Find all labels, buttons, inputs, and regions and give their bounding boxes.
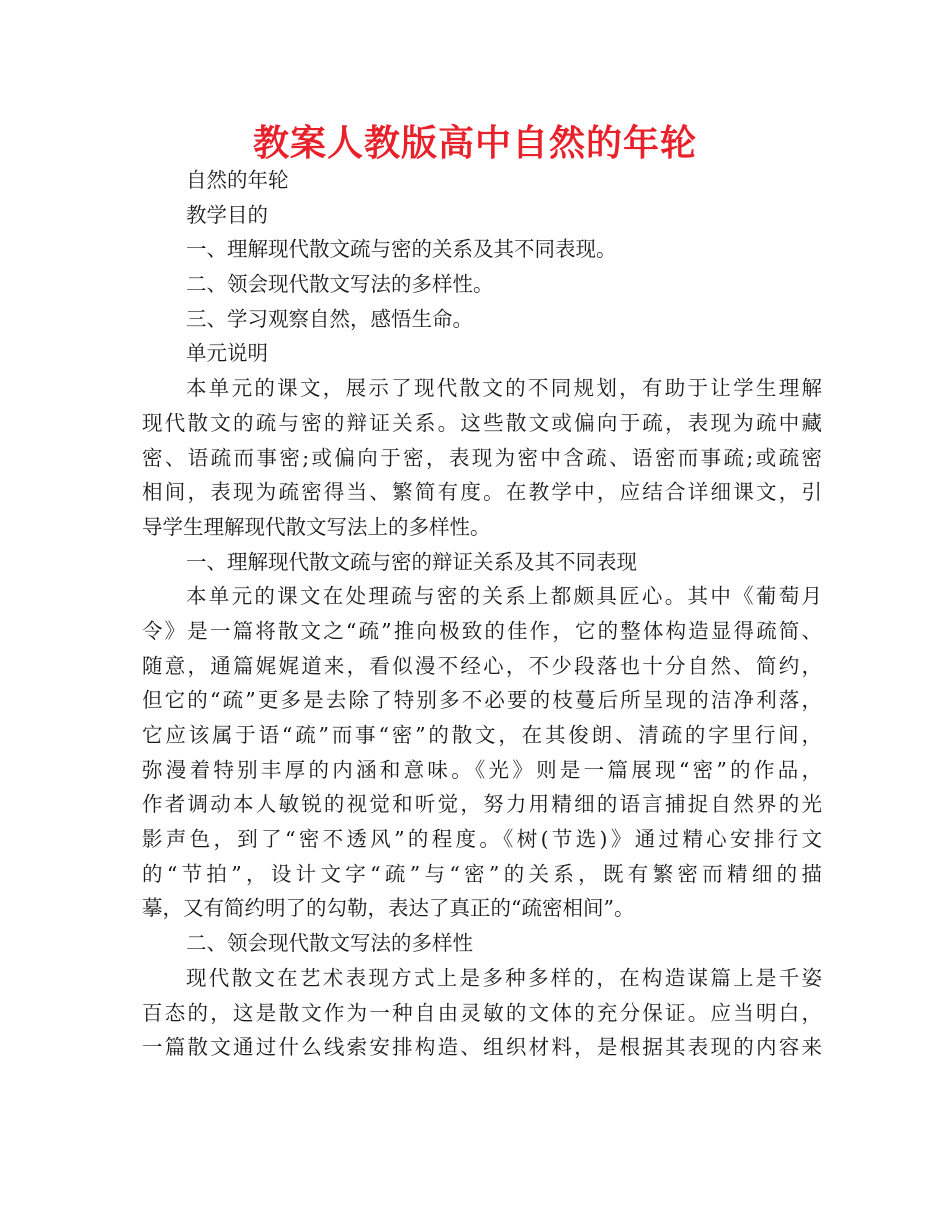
text-line: 本单元的课文，展示了现代散文的不同规划，有助于让学生理解 [186, 376, 822, 401]
text-line: 一、理解现代散文疏与密的关系及其不同表现。 [186, 237, 617, 262]
text-line: 密、语疏而事密;或偏向于密，表现为密中含疏、语密而事疏;或疏密 [142, 445, 822, 470]
text-line: 但它的“疏”更多是去除了特别多不必要的枝蔓后所呈现的洁净利落， [142, 688, 822, 713]
text-line: 三、学习观察自然，感悟生命。 [186, 306, 473, 331]
text-line: 一、理解现代散文疏与密的辩证关系及其不同表现 [186, 549, 637, 574]
document-body [142, 163, 822, 1065]
text-line: 弥漫着特别丰厚的内涵和意味。《光》则是一篇展现“密”的作品， [142, 757, 822, 782]
text-line: 的“节拍”，设计文字“疏”与“密”的关系，既有繁密而精细的描 [142, 861, 822, 886]
text-line: 导学生理解现代散文写法上的多样性。 [142, 514, 491, 539]
text-line: 随意，通篇娓娓道来，看似漫不经心，不少段落也十分自然、简约， [142, 653, 822, 678]
text-line: 现代散文的疏与密的辩证关系。这些散文或偏向于疏，表现为疏中藏 [142, 410, 822, 435]
text-line: 一篇散文通过什么线索安排构造、组织材料，是根据其表现的内容来 [142, 1035, 822, 1060]
text-line: 相间，表现为疏密得当、繁简有度。在教学中，应结合详细课文，引 [142, 480, 822, 505]
text-line: 百态的，这是散文作为一种自由灵敏的文体的充分保证。应当明白， [142, 1000, 822, 1025]
text-line: 作者调动本人敏锐的视觉和听觉，努力用精细的语言捕捉自然界的光 [142, 792, 822, 817]
text-line: 摹，又有简约明了的勾勒，表达了真正的“疏密相间”。 [142, 896, 635, 921]
text-line: 本单元的课文在处理疏与密的关系上都颇具匠心。其中《葡萄月 [186, 584, 822, 609]
text-line: 教学目的 [186, 202, 268, 227]
text-line: 二、领会现代散文写法的多样性 [186, 931, 473, 956]
text-line: 它应该属于语“疏”而事“密”的散文，在其俊朗、清疏的字里行间， [142, 723, 822, 747]
text-line: 现代散文在艺术表现方式上是多种多样的，在构造谋篇上是千姿 [186, 965, 822, 990]
text-line: 自然的年轮 [186, 168, 289, 192]
document-title: 教案人教版高中自然的年轮 [252, 123, 697, 164]
text-line: 单元说明 [186, 341, 268, 366]
text-line: 令》是一篇将散文之“疏”推向极致的佳作，它的整体构造显得疏简、 [142, 618, 822, 643]
text-line: 影声色，到了“密不透风”的程度。《树(节选)》通过精心安排行文 [142, 827, 822, 852]
text-line: 二、领会现代散文写法的多样性。 [186, 272, 494, 297]
